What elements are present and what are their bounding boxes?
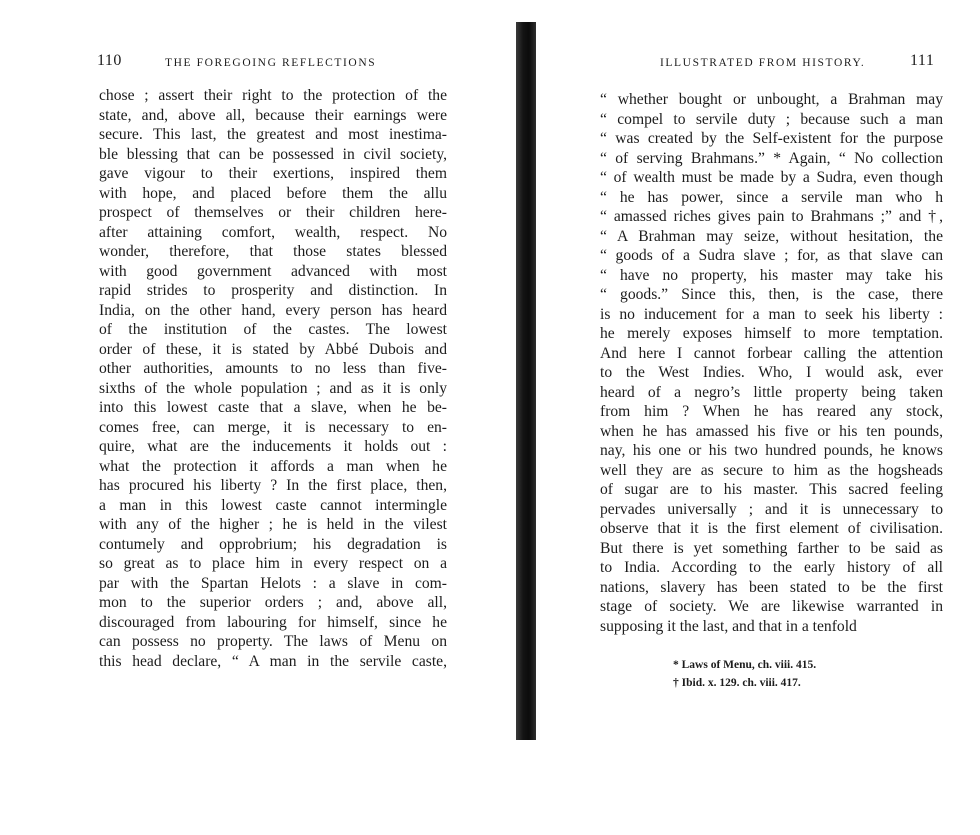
running-head: ILLUSTRATED FROM HISTORY. xyxy=(660,57,866,69)
text-line: state, and, above all, because their earnings were xyxy=(99,106,447,124)
text-line: is no inducement for a man to seek his liberty : xyxy=(600,305,943,323)
text-line: this head declare, “ A man in the servile caste, xyxy=(99,652,447,670)
text-line: observe that it is the first element of civilisation. xyxy=(600,520,943,537)
text-line: secure. This last, the greatest and most inestima- xyxy=(99,126,447,143)
text-line: stage of society. We are likewise warranted in xyxy=(600,598,943,615)
text-line: a man in this lowest caste cannot intermingle xyxy=(99,496,447,514)
text-line: But there is yet something farther to be said as xyxy=(600,539,943,557)
text-line: with any of the higher ; he is held in the vilest xyxy=(99,516,447,533)
text-line: comes free, can merge, it is necessary to en- xyxy=(99,418,447,436)
text-line: nations, slavery has been stated to be the first xyxy=(600,578,943,596)
text-line: order of these, it is stated by Abbé Dubois and xyxy=(99,340,447,358)
text-line: gave vigour to their exertions, inspired them xyxy=(99,165,447,182)
text-line: when he has amassed his five or his ten pounds, xyxy=(600,422,943,440)
text-line: “ of wealth must be made by a Sudra, even though xyxy=(600,169,943,186)
text-line: other authorities, amounts to no less than five- xyxy=(99,360,447,377)
body-text xyxy=(600,90,943,636)
right-page xyxy=(535,0,980,835)
text-line: rapid strides to prosperity and distinction. In xyxy=(99,282,447,299)
text-line: sixths of the whole population ; and as it is only xyxy=(99,379,447,397)
text-line: into this lowest caste that a slave, when he be- xyxy=(99,399,447,416)
text-line: And here I cannot forbear calling the attention xyxy=(600,344,943,362)
text-line: he merely exposes himself to more temptation. xyxy=(600,325,943,342)
text-line: supposing it the last, and that in a tenfold xyxy=(600,617,857,635)
text-line: to India. According to the early history of all xyxy=(600,559,943,576)
text-line: “ compel to servile duty ; because such a man xyxy=(600,110,943,128)
text-line: what the protection it affords a man when he xyxy=(99,457,447,475)
footnote: * Laws of Menu, ch. viii. 415. xyxy=(673,659,817,671)
text-line: can possess no property. The laws of Menu on xyxy=(99,633,447,650)
text-line: “ have no property, his master may take his xyxy=(600,266,943,284)
text-line: “ he has power, since a servile man who h xyxy=(600,188,943,206)
text-line: to the West Indies. Who, I would ask, ever xyxy=(600,364,943,381)
text-line: “ was created by the Self-existent for the purpose xyxy=(600,130,943,147)
text-line: after attaining comfort, wealth, respect. No xyxy=(99,223,447,241)
footnote: † Ibid. x. 129. ch. viii. 417. xyxy=(673,677,801,689)
text-line: chose ; assert their right to the protection of the xyxy=(99,87,447,104)
text-line: “ whether bought or unbought, a Brahman may xyxy=(600,91,943,108)
text-line: so great as to place him in every respect on a xyxy=(99,555,447,572)
text-line: well they are as secure to him as the hogsheads xyxy=(600,461,943,479)
text-line: heard of a negro’s little property being taken xyxy=(600,383,943,401)
text-line: from him ? When he has reared any stock, xyxy=(600,403,943,420)
book-gutter xyxy=(516,22,536,740)
text-line: “ A Brahman may seize, without hesitation, the xyxy=(600,227,943,245)
text-line: wonder, therefore, that those states blessed xyxy=(99,243,447,260)
text-line: “ goods.” Since this, then, is the case, there xyxy=(600,286,943,303)
text-line: mon to the superior orders ; and, above all, xyxy=(99,594,447,611)
text-line: contumely and opprobrium; his degradation is xyxy=(99,535,447,553)
text-line: India, on the other hand, every person has heard xyxy=(99,301,447,319)
footnotes xyxy=(673,656,816,692)
text-line: prospect of themselves or their children here- xyxy=(99,204,447,221)
text-line: of the institution of the castes. The lowest xyxy=(99,321,447,338)
text-line: “ of serving Brahmans.” * Again, “ No collection xyxy=(600,149,943,167)
running-head: THE FOREGOING REFLECTIONS xyxy=(165,57,377,69)
text-line: pervades universally ; and it is unnecessary to xyxy=(600,500,943,518)
text-line: with hope, and placed before them the allu xyxy=(99,184,447,202)
text-line: ble blessing that can be possessed in civil society, xyxy=(99,145,447,163)
page-number: 111 xyxy=(910,52,935,69)
body-text xyxy=(99,86,447,671)
text-line: quire, what are the inducements it holds out : xyxy=(99,438,447,455)
text-line: nay, his one or his two hundred pounds, he knows xyxy=(600,442,943,459)
text-line: “ goods of a Sudra slave ; for, as that slave can xyxy=(600,247,943,264)
text-line: discouraged from labouring for himself, since he xyxy=(99,613,447,631)
text-line: with good government advanced with most xyxy=(99,262,447,280)
text-line: of sugar are to his master. This sacred feeling xyxy=(600,481,943,498)
text-line: “ amassed riches gives pain to Brahmans ;” and †, xyxy=(600,208,943,225)
text-line: has procured his liberty ? In the first place, then, xyxy=(99,477,447,494)
text-line: par with the Spartan Helots : a slave in com- xyxy=(99,574,447,592)
page-number: 110 xyxy=(97,52,122,69)
